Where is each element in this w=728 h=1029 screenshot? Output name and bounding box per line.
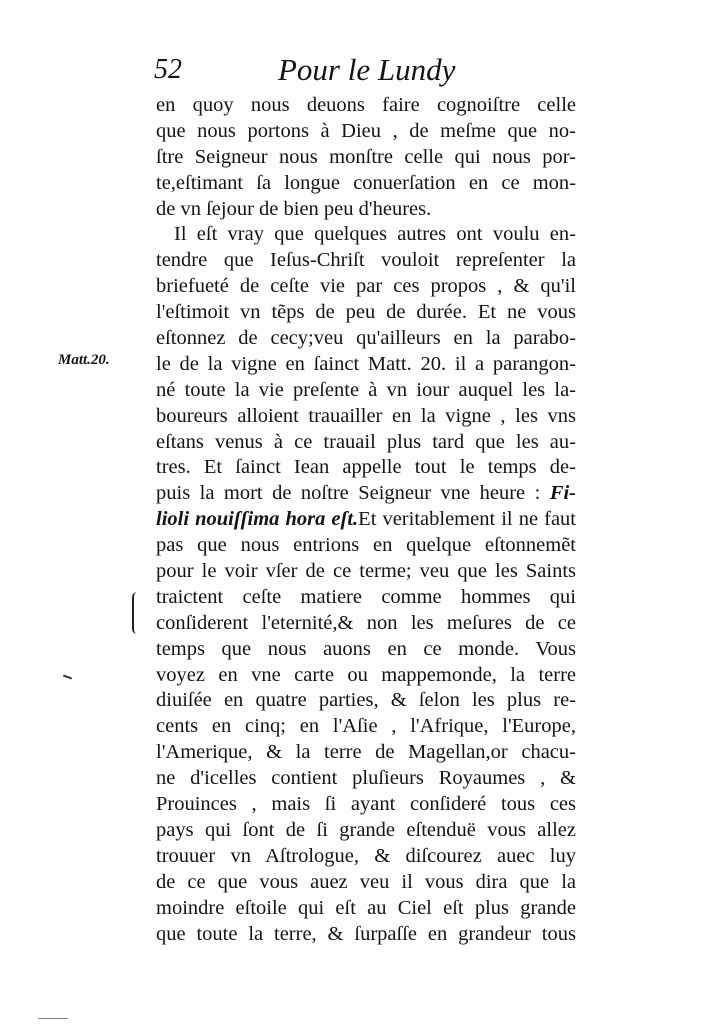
body-text bbox=[156, 93, 576, 947]
text-line: Prouinces , mais ſi ayant conſideré tous ces bbox=[156, 793, 576, 816]
latin-quote: lioli nouiſſima hora eſt. bbox=[156, 508, 359, 531]
text-line: tres. Et ſainct Iean appelle tout le temps de- bbox=[156, 456, 576, 479]
text-line: trouuer vn Aſtrologue, & diſcourez auec luy bbox=[156, 844, 576, 867]
text-line: pour le voir vſer de ce terme; veu que les Saints bbox=[156, 560, 576, 583]
text-line: pays qui ſont de ſi grande eſtenduë vous allez bbox=[156, 818, 576, 841]
text-segment: Et veritablement il ne faut bbox=[358, 508, 576, 531]
text-line: diuiſée en quatre parties, & ſelon les plus re- bbox=[156, 689, 576, 712]
text-line: Il eſt vray que quelques autres ont voulu en- bbox=[174, 223, 576, 246]
text-line: ne d'icelles contient pluſieurs Royaumes , & bbox=[156, 767, 576, 790]
text-line: traictent ceſte matiere comme hommes qui bbox=[156, 585, 576, 608]
running-title: Pour le Lundy bbox=[278, 52, 456, 87]
text-line: voyez en vne carte ou mappemonde, la terre bbox=[156, 663, 576, 686]
text-line: en quoy nous deuons faire cognoiſtre celle bbox=[156, 94, 576, 116]
text-line: eſtonnez de cecy;veu qu'ailleurs en la parabo- bbox=[156, 327, 576, 350]
text-line: né toute la vie preſente à vn iour auquel les la- bbox=[156, 378, 576, 401]
margin-note: Matt.20. bbox=[58, 352, 110, 368]
text-line: que toute la terre, & ſurpaſſe en grandeur tous bbox=[156, 922, 576, 945]
margin-bracket-mark bbox=[132, 592, 137, 634]
latin-quote: Fi- bbox=[549, 482, 577, 505]
text-line: briefueté de ceſte vie par ces propos , & qu'il bbox=[156, 275, 576, 298]
text-line bbox=[156, 507, 576, 533]
text-line: moindre eſtoile qui eſt au Ciel eſt plus grande bbox=[156, 896, 576, 919]
text-line: l'Amerique, & la terre de Magellan,or chacu- bbox=[156, 741, 576, 764]
page-number: 52 bbox=[154, 54, 182, 85]
bottom-rule bbox=[38, 1018, 68, 1019]
text-line: que nous portons à Dieu , de meſme que no- bbox=[156, 119, 576, 142]
text-line: l'eſtimoit vn tẽps de peu de durée. Et ne vous bbox=[156, 301, 576, 324]
text-line: pas que nous entrions en quelque eſtonnemẽt bbox=[156, 534, 576, 557]
text-line bbox=[156, 481, 576, 507]
text-line: de vn ſejour de bien peu d'heures. bbox=[156, 197, 432, 220]
text-line: boureurs alloient trauailler en la vigne , les vns bbox=[156, 404, 576, 427]
text-line: ſtre Seigneur nous monſtre celle qui nous por- bbox=[156, 145, 576, 168]
text-segment: puis la mort de noſtre Seigneur vne heure : bbox=[156, 482, 541, 505]
text-line: eſtans venus à ce trauail plus tard que les au- bbox=[156, 430, 576, 453]
text-line: tendre que Ieſus-Chriſt vouloit repreſenter la bbox=[156, 249, 576, 272]
text-line: te,eſtimant ſa longue conuerſation en ce mon- bbox=[156, 171, 576, 194]
text-line: conſiderent l'eternité,& non les meſures de ce bbox=[156, 611, 576, 634]
margin-dash-mark bbox=[63, 675, 72, 680]
text-line: cents en cinq; en l'Aſie , l'Afrique, l'Europe, bbox=[156, 715, 576, 738]
page-header bbox=[150, 50, 580, 92]
text-line: de ce que vous auez veu il vous dira que la bbox=[156, 870, 576, 893]
text-line: le de la vigne en ſainct Matt. 20. il a parangon- bbox=[156, 352, 576, 375]
text-line: temps que nous auons en ce monde. Vous bbox=[156, 637, 576, 660]
